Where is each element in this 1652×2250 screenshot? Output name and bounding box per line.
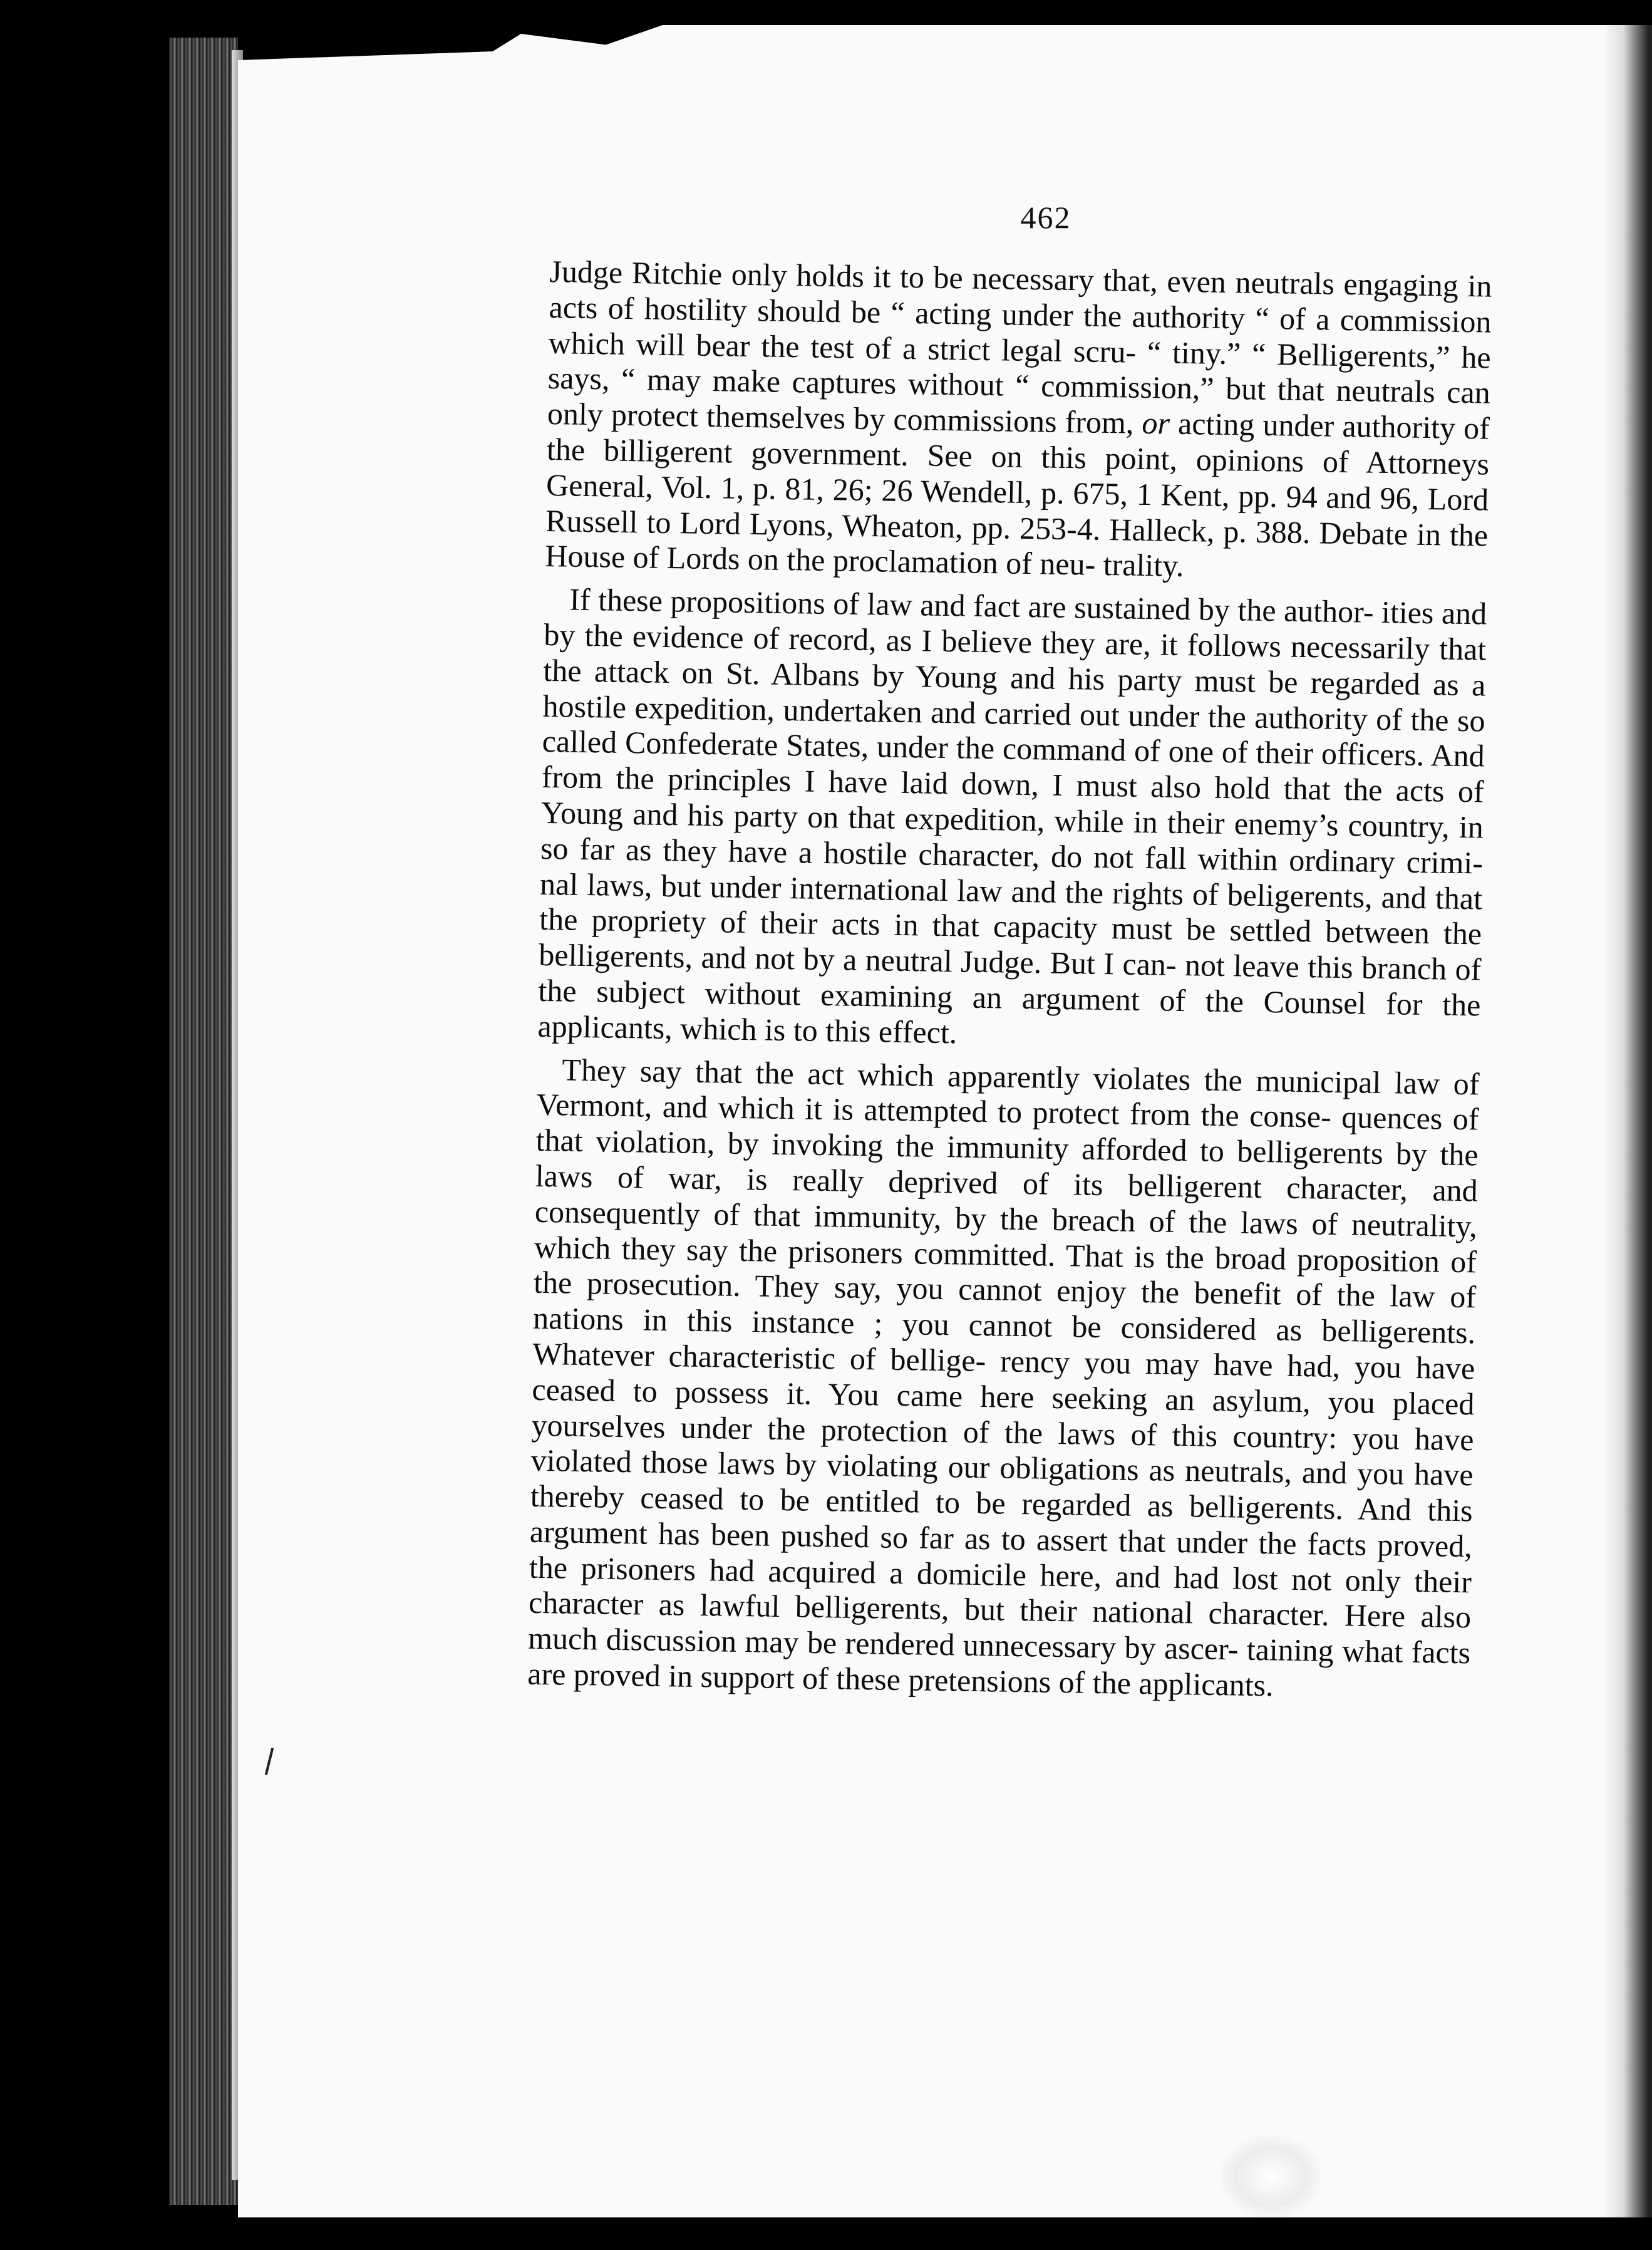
paragraph-text: acting under authority of the billigerent government. See on this point, opinions of Attorneys General, Vol. 1, p. 81, 26; 26 Wendell, p. 675, 1 Kent, pp. 94 and 96, Lord Russell to Lord Lyons, Wheaton, pp. 253-4. Halleck, p. 388. Debate in the House of Lords on the proclamation of neu- trality.: [544, 405, 1490, 584]
paragraph-text: If these propositions of law and fact are sustained by the author- ities and by the evidence of record, as I believe they are, it follows necessarily that the attack on St. Albans by Young and his party must be regarded as a hostile expedition, undertaken and carried out under the authority of the so called Confederate States, under the command of one of their officers. And from the principles I have laid down, I must also hold that the acts of Young and his party on that expedition, while in their enemy’s country, in so far as they have a hostile character, do not fall within ordinary crimi- nal laws, but under international law and the rights of beligerents, and that the propriety of their acts in that capacity must be settled between the belligerents, and not by a neutral Judge. But I can- not leave this branch of the subject without examining an argument of the Counsel for the applicants, which is to this effect.: [537, 581, 1487, 1050]
body-text: [527, 254, 1492, 1714]
book-spine: [169, 38, 238, 2205]
paragraph: [545, 254, 1492, 589]
paragraph-text: Judge Ritchie only holds it to be necessary that, even neutrals engaging in acts of hostility should be “ acting under the authority “ of a commission which will bear the test of a strict legal scru- “ tiny.” “ Belligerents,” he says, “ may make captures without “ commission,” but that neutrals can only protect themselves by commissions from,: [547, 254, 1492, 441]
paragraph-text: They say that the act which apparently violates the municipal law of Vermont, and which it is attempted to protect from the conse- quences of that violation, by invoking the immunity afforded to belligerents by the laws of war, is really deprived of its belligerent character, and consequently of that immunity, by the breach of the laws of neutrality, which they say the prisoners committed. That is the broad proposition of the prosecution. They say, you cannot enjoy the benefit of the law of nations in this instance ; you cannot be considered as belligerents. Whatever characteristic of bellige- rency you may have had, you have ceased to possess it. You came here seeking an asylum, you placed yourselves under the protection of the laws of this country: you have violated those laws by violating our obligations as neutrals, and you have thereby ceased to be entitled to be regarded as belligerents. And this argument has been pushed so far as to assert that under the facts proved, the prisoners had acquired a domicile here, and had lost not only their character as lawful belligerents, but their national character. Here also much discussion may be rendered unnecessary by ascer- taining what facts are proved in support of these pretensions of the applicants.: [527, 1052, 1480, 1703]
paragraph-text: or: [1142, 405, 1170, 441]
scan-smudge: [1221, 2136, 1321, 2217]
paragraph: [537, 581, 1487, 1059]
paragraph: [527, 1051, 1480, 1706]
page-right-shadow: [1603, 25, 1652, 2217]
page-number: 462: [1020, 200, 1071, 235]
